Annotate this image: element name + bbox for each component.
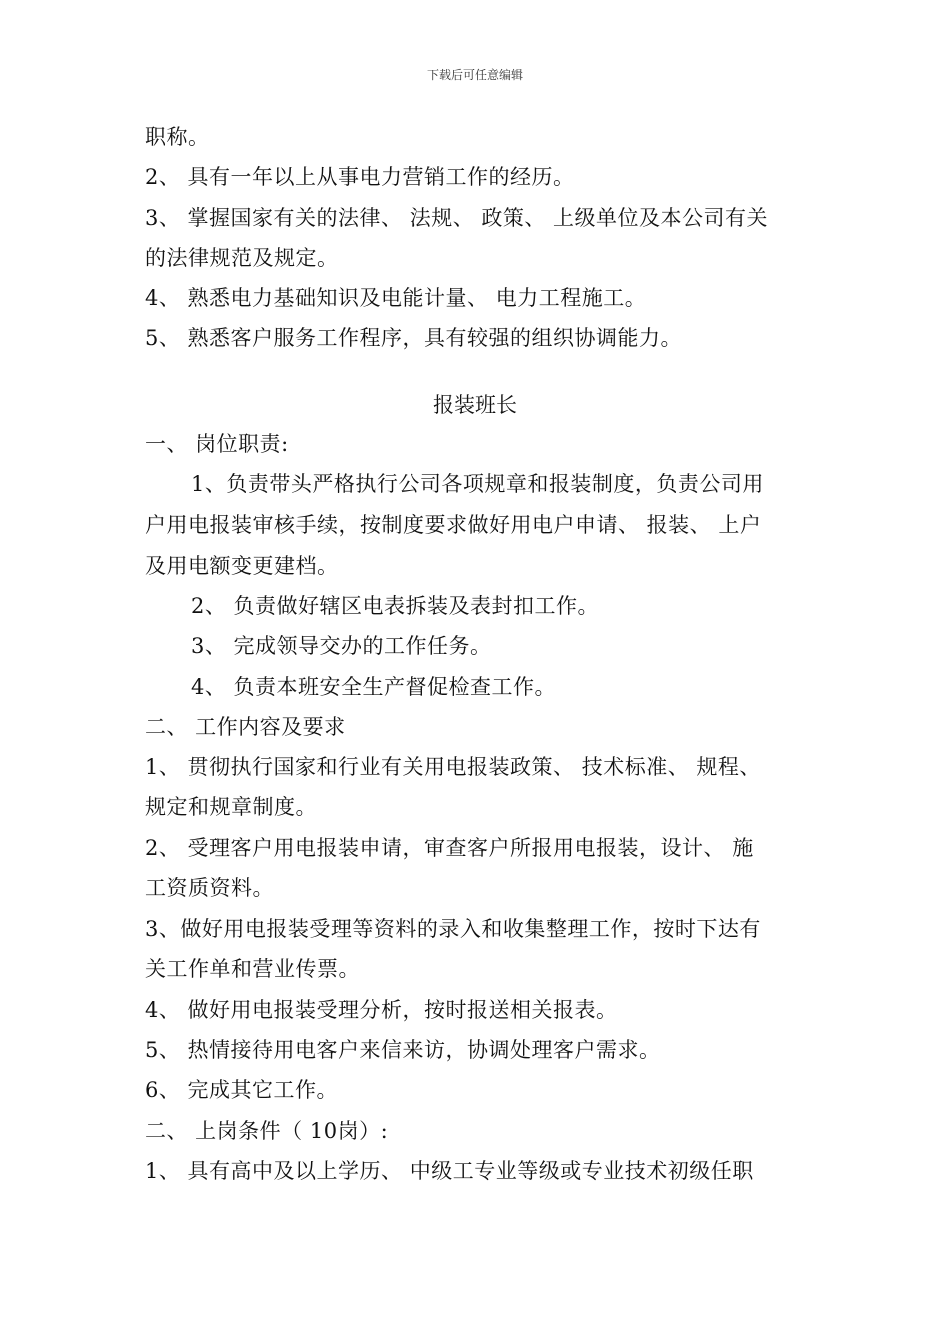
body-line: 3、做好用电报装受理等资料的录入和收集整理工作，按时下达有: [145, 917, 761, 941]
body-line: 1、负责带头严格执行公司各项规章和报装制度，负责公司用: [191, 472, 764, 496]
body-line: 2、 具有一年以上从事电力营销工作的经历。: [145, 165, 575, 189]
body-line: 职称。: [145, 125, 210, 149]
body-line: 6、 完成其它工作。: [145, 1078, 339, 1102]
duties-heading: 一、 岗位职责:: [145, 432, 289, 456]
body-line: 5、 热情接待用电客户来信来访，协调处理客户需求。: [145, 1038, 661, 1062]
body-line: 关工作单和营业传票。: [145, 957, 360, 981]
body-line: 及用电额变更建档。: [145, 554, 339, 578]
body-line: 工资质资料。: [145, 876, 274, 900]
body-line: 规定和规章制度。: [145, 795, 317, 819]
body-line: 1、 具有高中及以上学历、 中级工专业等级或专业技术初级任职: [145, 1159, 754, 1183]
body-line: 4、 做好用电报装受理分析，按时报送相关报表。: [145, 998, 618, 1022]
section-title: 报装班长: [433, 393, 517, 417]
body-line: 4、 熟悉电力基础知识及电能计量、 电力工程施工。: [145, 286, 647, 310]
body-line: 2、 负责做好辖区电表拆装及表封扣工作。: [191, 594, 600, 618]
body-line: 4、 负责本班安全生产督促检查工作。: [191, 675, 557, 699]
body-line: 3、 掌握国家有关的法律、 法规、 政策、 上级单位及本公司有关: [145, 206, 769, 230]
body-line: 的法律规范及规定。: [145, 246, 339, 270]
page-header: 下载后可任意编辑: [426, 68, 523, 82]
work-heading: 二、 工作内容及要求: [145, 715, 346, 739]
body-line: 3、 完成领导交办的工作任务。: [191, 634, 492, 658]
body-line: 5、 熟悉客户服务工作程序，具有较强的组织协调能力。: [145, 326, 683, 350]
body-line: 2、 受理客户用电报装申请，审查客户所报用电报装，设计、 施: [145, 836, 754, 860]
body-line: 1、 贯彻执行国家和行业有关用电报装政策、 技术标准、 规程、: [145, 755, 761, 779]
requirements-heading: 二、 上岗条件（ 10岗）:: [145, 1119, 389, 1143]
body-line: 户用电报装审核手续，按制度要求做好用电户申请、 报装、 上户: [145, 513, 762, 537]
